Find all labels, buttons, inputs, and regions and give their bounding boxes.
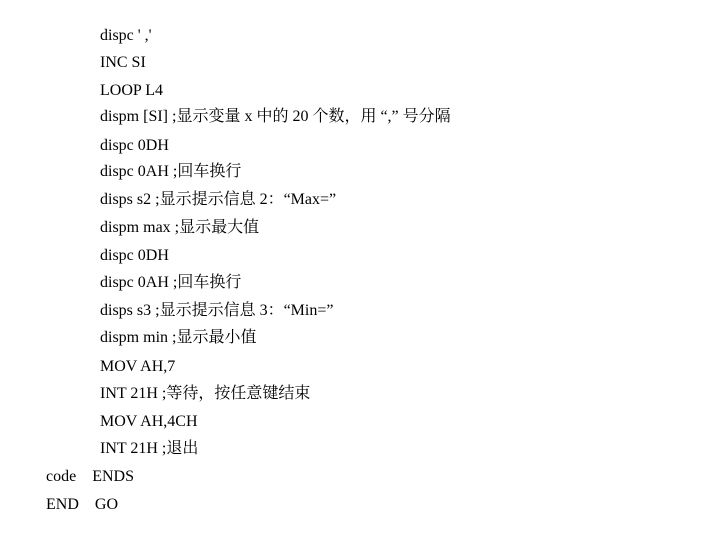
code-line-mov-ah-4ch: MOV AH,4CH [100, 413, 198, 430]
code-line-inc-si: INC SI [100, 54, 146, 71]
code-line-dispc-0ah-2: dispc 0AH ;回车换行 [100, 274, 242, 291]
code-line-dispm-min: dispm min ;显示最小值 [100, 329, 257, 346]
code-line-int-21h-exit: INT 21H ;退出 [100, 440, 199, 457]
code-line-end-go: END GO [46, 496, 118, 513]
code-line-loop-l4: LOOP L4 [100, 82, 163, 99]
code-line-dispc-0ah: dispc 0AH ;回车换行 [100, 163, 242, 180]
code-line-disps-s3: disps s3 ;显示提示信息 3：“Min=” [100, 302, 334, 319]
code-line-disps-s2: disps s2 ;显示提示信息 2：“Max=” [100, 191, 337, 208]
code-line-dispc-0dh: dispc 0DH [100, 137, 169, 154]
code-line-dispc-0dh-2: dispc 0DH [100, 247, 169, 264]
code-line-dispm-max: dispm max ;显示最大值 [100, 219, 260, 236]
code-line-dispc-comma: dispc ' ,' [100, 27, 152, 44]
code-line-int-21h-wait: INT 21H ;等待，按任意键结束 [100, 385, 311, 402]
code-line-code-ends: code ENDS [46, 468, 134, 485]
code-line-dispm-si: dispm [SI] ;显示变量 x 中的 20 个数，用 “,” 号分隔 [100, 108, 451, 125]
code-line-mov-ah-7: MOV AH,7 [100, 358, 176, 375]
